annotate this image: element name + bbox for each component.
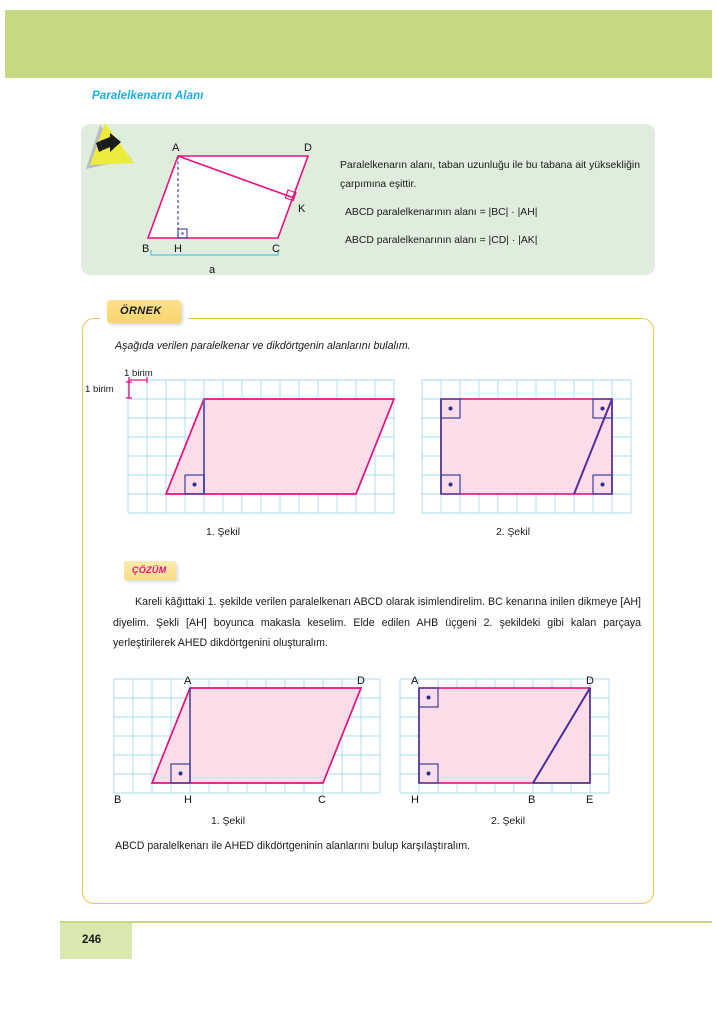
svg-text:H: H: [184, 794, 192, 806]
svg-text:B: B: [142, 243, 150, 255]
example-figure-1-caption: 1. Şekil: [205, 527, 241, 538]
svg-text:B: B: [114, 794, 122, 806]
footer-rule: [60, 921, 712, 923]
area-formula-1: ABCD paralelkenarının alanı = |BC| · |AH|: [345, 207, 538, 218]
page-number: 246: [82, 934, 102, 946]
svg-text:H: H: [411, 794, 419, 806]
info-text-block: [340, 156, 640, 250]
area-formula-2: ABCD paralelkenarının alanı = |CD| · |AK|: [345, 235, 538, 246]
svg-text:D: D: [304, 142, 312, 154]
example-figure-2-caption: 2. Şekil: [495, 527, 531, 538]
svg-text:A: A: [172, 142, 180, 154]
svg-text:A: A: [411, 675, 419, 687]
example-figure-2: [422, 380, 636, 520]
svg-text:K: K: [298, 203, 306, 215]
top-green-band: [5, 10, 712, 78]
info-parallelogram-diagram: [130, 140, 360, 275]
svg-text:E: E: [586, 794, 594, 806]
solution-figure-2-caption: 2. Şekil: [490, 816, 526, 827]
solution-figure-2: [400, 675, 622, 807]
page-title: Paralelkenarın Alanı: [92, 90, 204, 102]
solution-tab-label: ÇÖZÜM: [132, 565, 167, 575]
solution-tab: [124, 561, 176, 580]
svg-text:H: H: [174, 243, 182, 255]
svg-text:C: C: [272, 243, 280, 255]
unit-arrow-markers: [120, 372, 180, 408]
solution-paragraph-block: [113, 592, 641, 654]
page-number-box: [60, 923, 132, 959]
svg-text:C: C: [318, 794, 326, 806]
unit-label-vertical: 1 birim: [85, 384, 114, 395]
unit-label-horizontal: 1 birim: [124, 368, 153, 379]
svg-text:D: D: [357, 675, 365, 687]
svg-text:B: B: [528, 794, 536, 806]
solution-paragraph: Kareli kâğıttaki 1. şekilde verilen paralelkenarı ABCD olarak isimlendirelim. BC kenarına inilen dikmeye [AH] diyelim. Şekli [AH] boyunca makasla keselim. Elde edilen AHB üçgeni 2. şekildeki gibi kalan parçaya yerleştirilerek AHED dikdörtgenini oluşturalım.: [113, 596, 641, 649]
svg-text:a: a: [209, 264, 216, 276]
solution-figure-1-caption: 1. Şekil: [210, 816, 246, 827]
svg-text:A: A: [184, 675, 192, 687]
solution-closing: ABCD paralelkenarı ile AHED dikdörtgeninin alanlarını bulup karşılaştıralım.: [115, 840, 471, 852]
solution-figure-1: [114, 675, 384, 807]
example-prompt: Aşağıda verilen paralelkenar ve dikdörtgenin alanlarını bulalım.: [115, 340, 411, 352]
area-statement: Paralelkenarın alanı, taban uzunluğu ile bu tabana ait yüksekliğin çarpımına eşittir.: [340, 160, 640, 190]
svg-text:D: D: [586, 675, 594, 687]
example-tab-label: ÖRNEK: [120, 305, 162, 317]
example-tab: [107, 300, 181, 323]
